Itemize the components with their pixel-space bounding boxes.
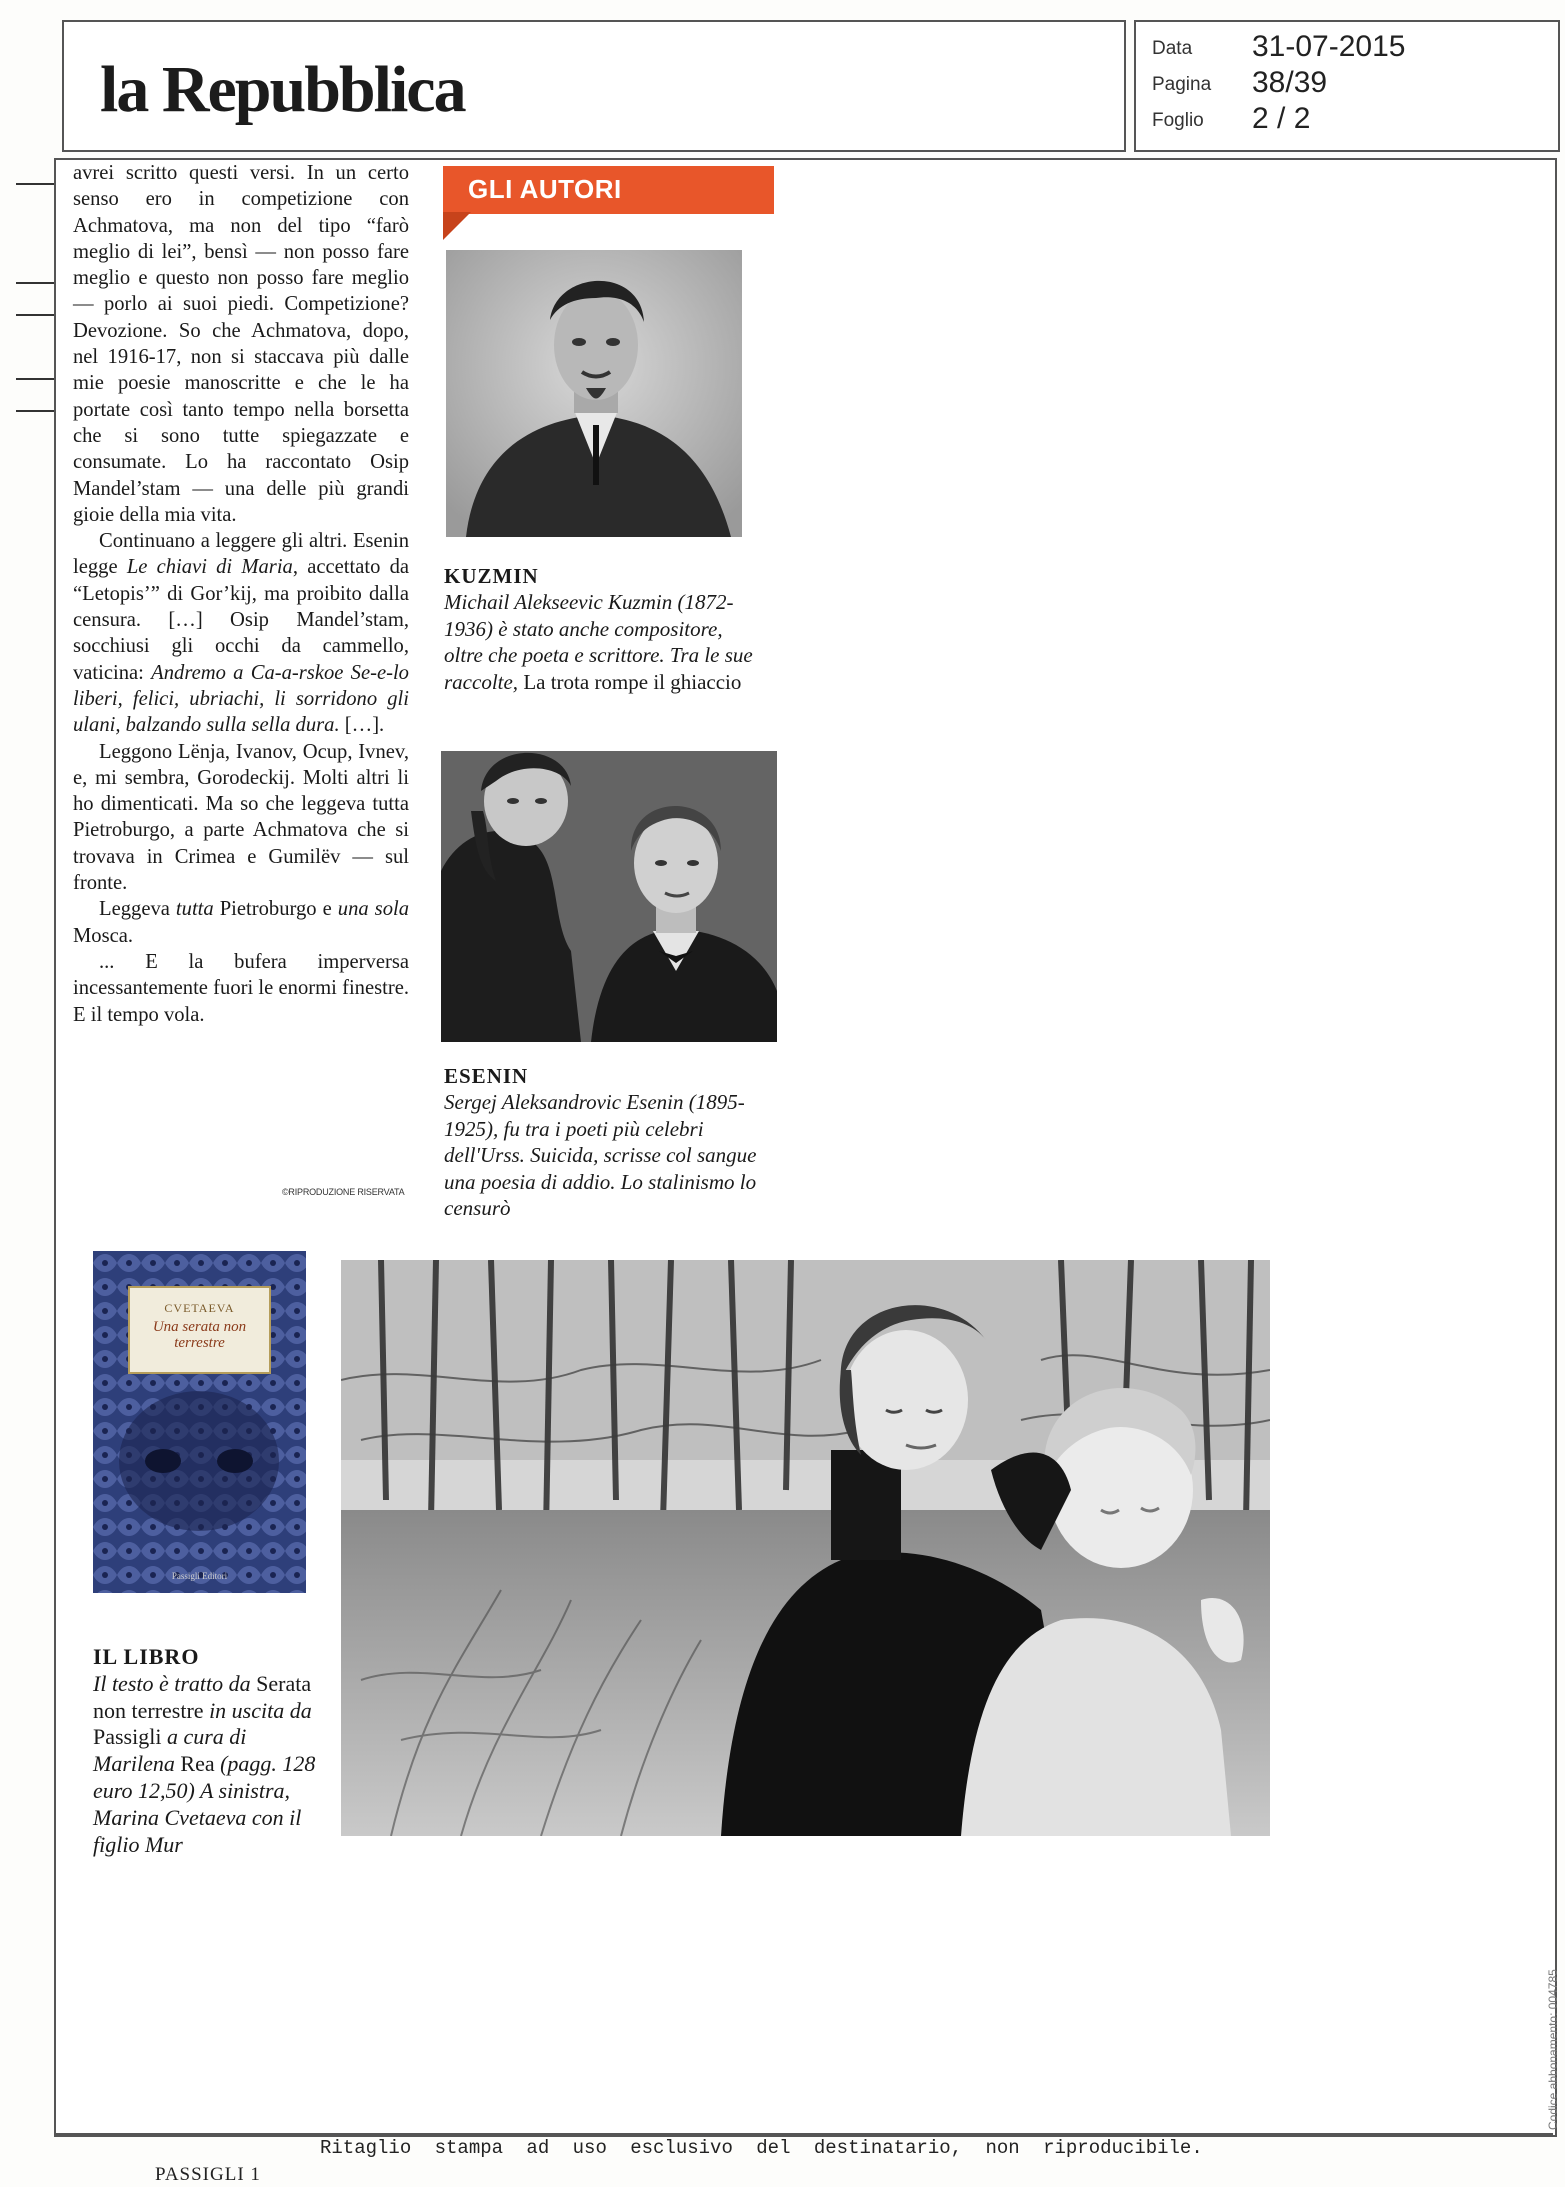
- margin-mark: [16, 282, 54, 284]
- article-paragraph: [73, 528, 409, 738]
- banner-tail: [443, 212, 471, 240]
- text-run: Rea: [180, 1751, 215, 1777]
- masthead-box: [62, 20, 1126, 152]
- text-run-italic: Michail Alekseevic Kuzmin (1872-1936) è stato anche compositore, oltre che poeta e scrittore. Tra le sue raccolte,: [444, 590, 753, 694]
- clipping-meta-box: [1134, 20, 1560, 152]
- text-run: La trota rompe il ghiaccio: [523, 669, 742, 694]
- text-run-italic: in uscita da: [203, 1697, 312, 1723]
- text-run-italic: una sola: [337, 898, 410, 921]
- subscription-code: [1546, 1860, 1564, 2130]
- article-paragraph: Leggono Lënja, Ivanov, Ocup, Ivnev, e, mi sembra, Gorodeckij. Molti altri li ho dimenticati. Ma so che leggeva tutta Pietroburgo, a parte Achmatova che si trovava in Crimea e Gumilëv — sul fronte.: [73, 740, 409, 895]
- author-name: KUZMIN: [444, 564, 539, 588]
- meta-value: 38/39: [1252, 66, 1328, 99]
- meta-label: Pagina: [1152, 74, 1212, 95]
- author-bio: [444, 589, 764, 695]
- book-cover-author: CVETAEVA: [164, 1301, 235, 1315]
- meta-label: Foglio: [1152, 110, 1204, 131]
- book-caption: [93, 1644, 323, 1858]
- author-bio: Sergej Aleksandrovic Esenin (1895-1925), fu tra i poeti più celebri dell'Urss. Suicida, scrisse col sangue una poesia di addio. Lo stalinismo lo censurò: [444, 1090, 757, 1220]
- kuzmin-portrait: [446, 250, 742, 537]
- esenin-photo: [441, 751, 777, 1042]
- author-name: ESENIN: [444, 1064, 529, 1088]
- esenin-caption: [444, 1064, 784, 1222]
- text-run-italic: Le chiavi di Maria: [126, 556, 293, 579]
- margin-mark: [16, 410, 54, 412]
- article-paragraph: avrei scritto questi versi. In un certo senso ero in competizione con Achmatova, ma non del tipo “farò meglio di lei”, bensì — non posso fare meglio e questo non posso fare meglio — porlo ai suoi piedi. Competizione? Devozione. So che Achmatova, dopo, nel 1916-17, non si staccava più dalle mie poesie manoscritte e che le ha portate così tanto tempo nella borsetta che si sono tutte spiegazzate e consumate. Lo ha raccontato Osip Mandel’stam — una delle più grandi gioie della mia vita.: [73, 162, 409, 526]
- margin-mark: [16, 378, 54, 380]
- margin-mark: [16, 314, 54, 316]
- article-paragraph: ... E la bufera imperversa incessantemente fuori le enormi finestre. E il tempo vola.: [73, 950, 409, 1026]
- text-run: Pietroburgo e: [213, 898, 338, 921]
- text-run-italic: Il testo è tratto da: [93, 1670, 257, 1696]
- article-column: [73, 160, 409, 1028]
- authors-banner-label: GLI AUTORI: [468, 174, 622, 204]
- text-run: Leggeva: [99, 898, 176, 921]
- text-run: Serata non terrestre: [93, 1670, 312, 1723]
- text-run: […].: [339, 714, 385, 737]
- publisher-label: PASSIGLI 1: [155, 2164, 261, 2185]
- meta-row-date: [1152, 30, 1542, 66]
- meta-value: 2 / 2: [1252, 102, 1311, 135]
- book-cover-publisher: Passigli Editori: [171, 1571, 228, 1581]
- subscription-code-text: Codice abbonamento: 004785: [1546, 1969, 1560, 2130]
- text-run: Passigli: [93, 1724, 162, 1750]
- newspaper-logo: la Repubblica: [100, 53, 465, 126]
- meta-label: Data: [1152, 38, 1193, 59]
- copyright-notice: ©RIPRODUZIONE RISERVATA: [282, 1187, 405, 1197]
- article-paragraph: [73, 896, 409, 949]
- text-run-italic: Andremo a Ca-a-rskoe Se-e-lo liberi, felici, ubriachi, li sorridono gli ulani, balzando sulla sella dura.: [73, 661, 409, 737]
- text-run-italic: (pagg. 128 euro 12,50) A sinistra, Marina Cvetaeva con il figlio Mur: [93, 1751, 316, 1857]
- text-run-italic: tutta: [175, 898, 214, 921]
- meta-row-sheet: [1152, 102, 1542, 138]
- text-run: Continuano a leggere gli altri. Esenin legge: [73, 530, 409, 579]
- footer-notice: Ritaglio stampa ad uso esclusivo del destinatario, non riproducibile.: [320, 2137, 1203, 2159]
- meta-row-page: [1152, 66, 1542, 102]
- text-run-italic: a cura di Marilena: [93, 1724, 247, 1777]
- footer-divider: [54, 2133, 1553, 2135]
- book-caption-text: [93, 1671, 323, 1859]
- cvetaeva-photo: [341, 1260, 1270, 1836]
- authors-banner: [443, 166, 774, 214]
- meta-value: 31-07-2015: [1252, 30, 1406, 63]
- book-cover: [93, 1251, 306, 1593]
- text-run: , accettato da “Letopis’” di Gor’kij, ma proibito dalla censura. […] Osip Mandel’stam, socchiusi gli occhi da cammello, vaticina:: [73, 556, 409, 684]
- margin-mark: [16, 183, 54, 185]
- text-run: Mosca.: [73, 924, 134, 947]
- book-cover-title: Una serata non terrestre: [152, 1319, 247, 1351]
- kuzmin-caption: [444, 564, 764, 695]
- book-caption-title: IL LIBRO: [93, 1644, 200, 1669]
